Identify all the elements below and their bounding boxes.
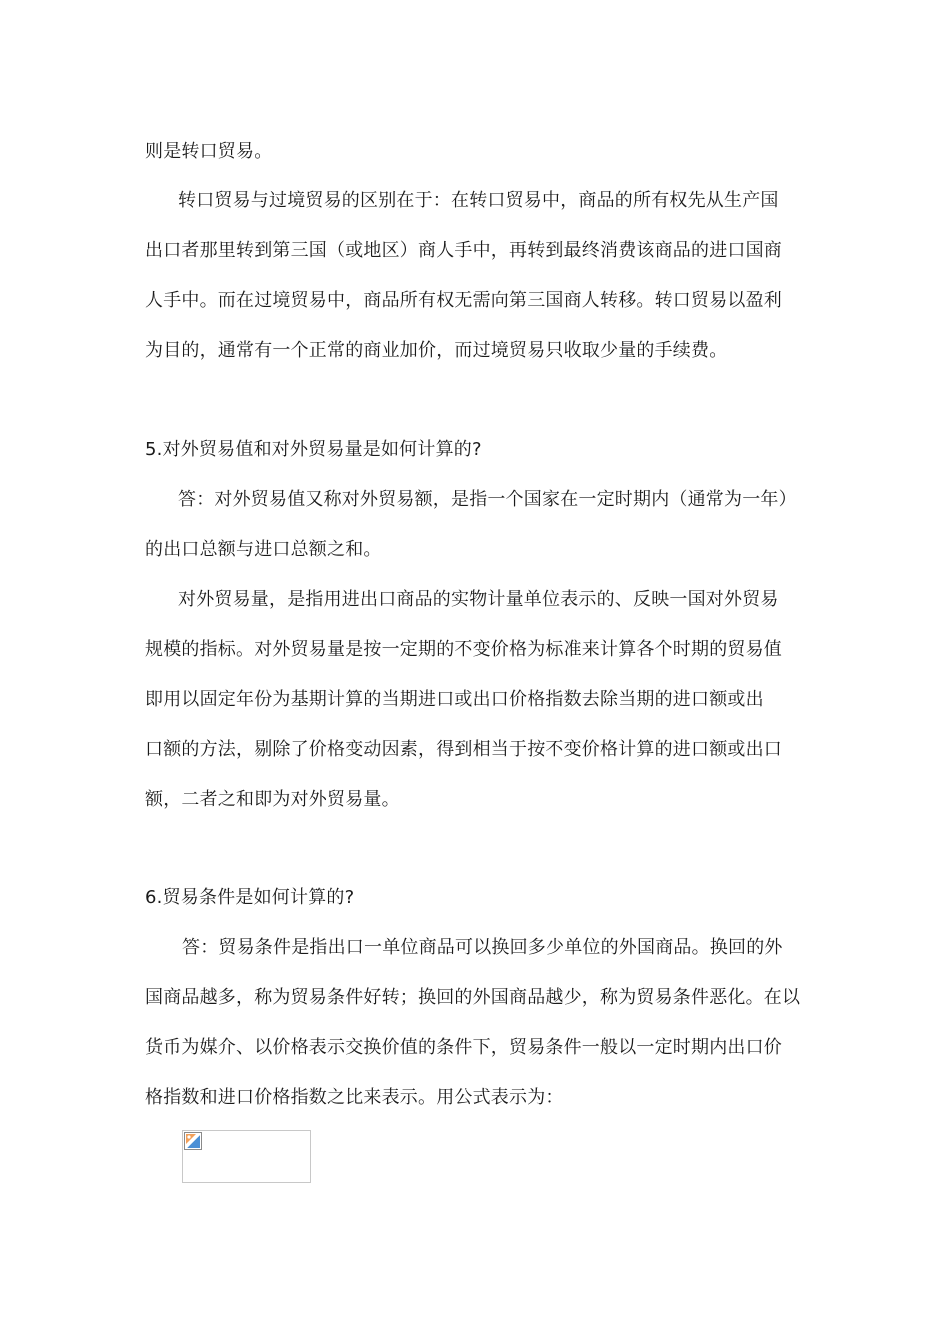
paragraph-line: 人手中。而在过境贸易中，商品所有权无需向第三国商人转移。转口贸易以盈利 bbox=[145, 290, 782, 311]
paragraph-line: 即用以固定年份为基期计算的当期进口或出口价格指数去除当期的进口额或出 bbox=[145, 689, 764, 710]
answer-line: 答：贸易条件是指出口一单位商品可以换回多少单位的外国商品。换回的外 bbox=[182, 937, 783, 958]
answer-line: 答：对外贸易值又称对外贸易额，是指一个国家在一定时期内（通常为一年） bbox=[178, 489, 797, 510]
answer-line: 的出口总额与进口总额之和。 bbox=[145, 539, 382, 560]
paragraph-line: 规模的指标。对外贸易量是按一定期的不变价格为标准来计算各个时期的贸易值 bbox=[145, 639, 782, 660]
answer-line: 国商品越多，称为贸易条件好转；换回的外国商品越少，称为贸易条件恶化。在以 bbox=[145, 987, 801, 1008]
question-heading: 5.对外贸易值和对外贸易量是如何计算的? bbox=[145, 439, 482, 460]
paragraph-line: 出口者那里转到第三国（或地区）商人手中，再转到最终消费该商品的进口国商 bbox=[145, 240, 782, 261]
answer-line: 格指数和进口价格指数之比来表示。用公式表示为： bbox=[145, 1087, 564, 1108]
paragraph-line: 对外贸易量，是指用进出口商品的实物计量单位表示的、反映一国对外贸易 bbox=[178, 589, 779, 610]
formula-image bbox=[182, 1130, 311, 1183]
question-heading: 6.贸易条件是如何计算的? bbox=[145, 887, 355, 908]
paragraph-line: 转口贸易与过境贸易的区别在于：在转口贸易中，商品的所有权先从生产国 bbox=[178, 190, 779, 211]
paragraph-line: 为目的，通常有一个正常的商业加价，而过境贸易只收取少量的手续费。 bbox=[145, 340, 728, 361]
answer-line: 货币为媒介、以价格表示交换价值的条件下，贸易条件一般以一定时期内出口价 bbox=[145, 1037, 782, 1058]
paragraph-line: 口额的方法，剔除了价格变动因素，得到相当于按不变价格计算的进口额或出口 bbox=[145, 739, 782, 760]
paragraph-continuation: 则是转口贸易。 bbox=[145, 141, 273, 162]
broken-image-icon bbox=[184, 1132, 202, 1150]
paragraph-line: 额，二者之和即为对外贸易量。 bbox=[145, 789, 400, 810]
